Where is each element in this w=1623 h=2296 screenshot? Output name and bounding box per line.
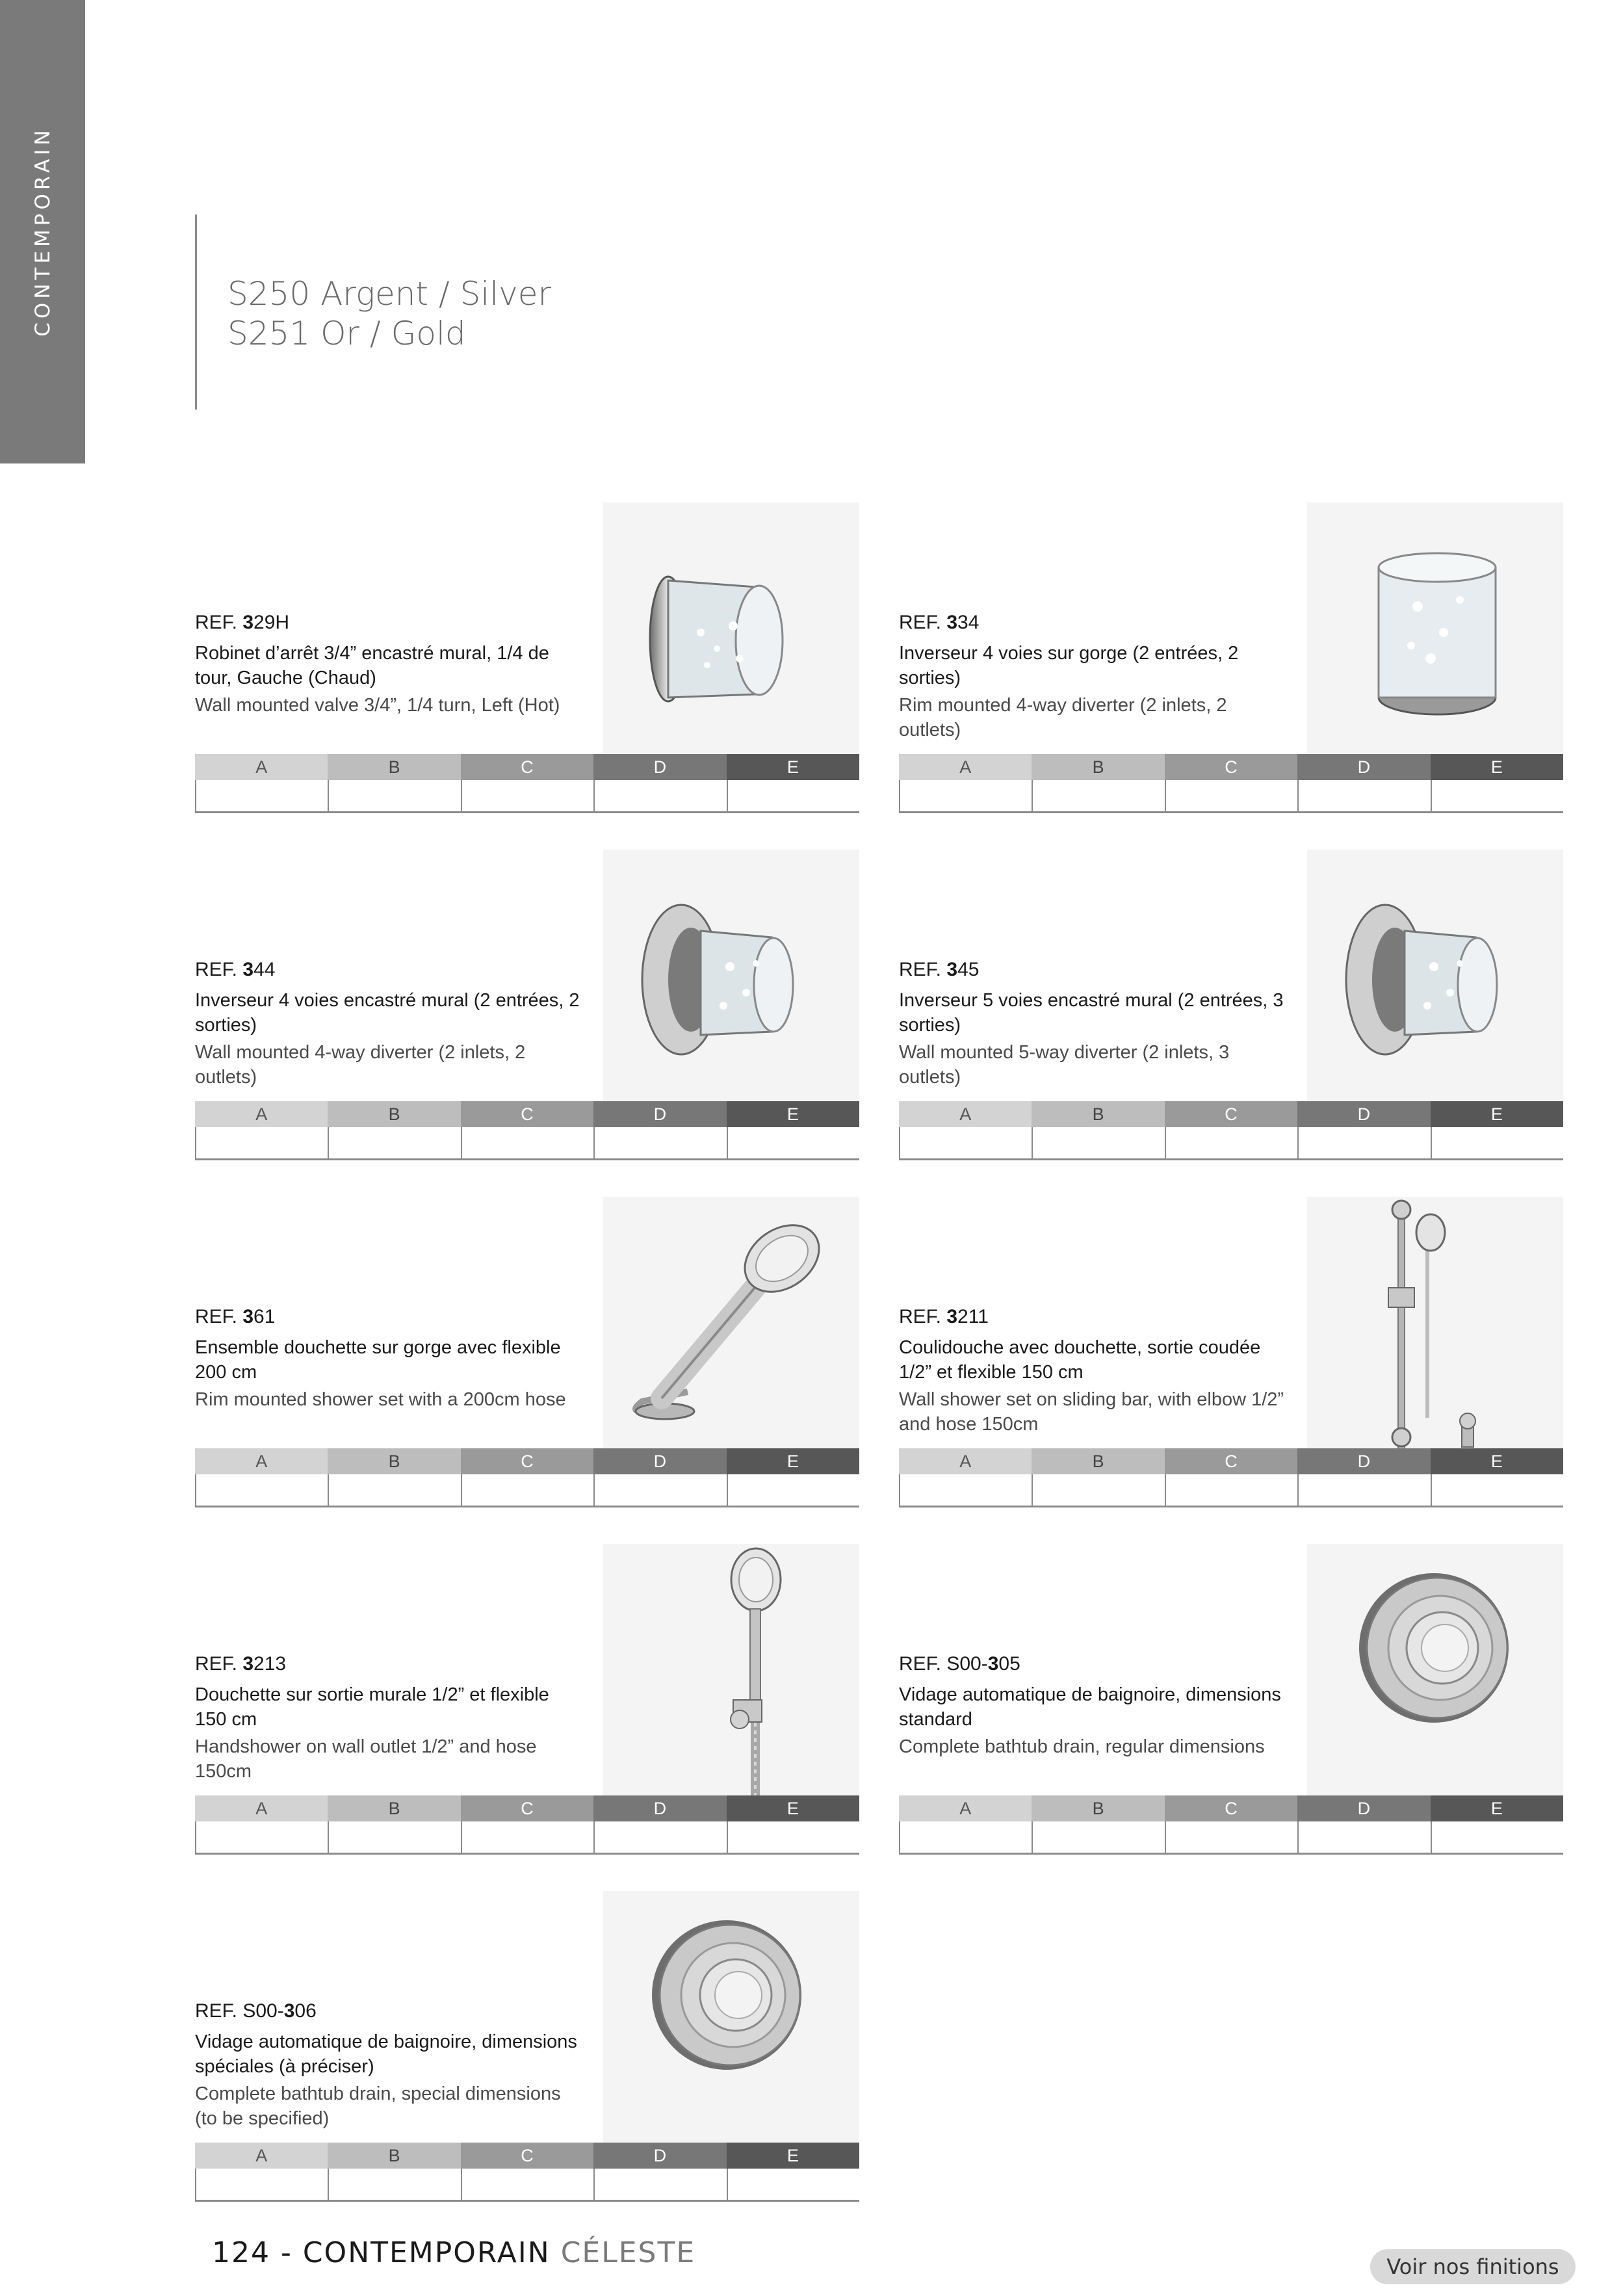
product-card — [195, 1544, 859, 1862]
dim-header-b: B — [1032, 754, 1164, 780]
series-line-2: S251 Or / Gold — [227, 315, 466, 352]
dimension-table — [195, 1448, 859, 1507]
dim-cell — [328, 1821, 460, 1853]
dim-cell — [1032, 780, 1164, 811]
series-line-1: S250 Argent / Silver — [227, 275, 552, 313]
dim-cell — [461, 1821, 593, 1853]
dim-header-e: E — [1431, 1101, 1563, 1127]
dim-cell — [1431, 1474, 1563, 1506]
dim-header-b: B — [1032, 1795, 1164, 1821]
dim-header-e: E — [727, 2143, 859, 2169]
side-tab-label: CONTEMPORAIN — [31, 126, 55, 337]
dim-header-d: D — [1297, 1101, 1430, 1127]
title-divider — [195, 215, 197, 410]
product-card — [899, 1544, 1563, 1862]
dim-header-e: E — [727, 1101, 859, 1127]
dim-cell — [899, 1821, 1032, 1853]
dim-cell — [593, 1474, 726, 1506]
dim-header-a: A — [899, 1795, 1032, 1821]
dim-header-d: D — [593, 2143, 726, 2169]
dimension-table — [899, 1448, 1563, 1507]
dim-header-a: A — [899, 1448, 1032, 1474]
dim-cell — [195, 2169, 328, 2200]
product-ref: REF. 3211 — [899, 1306, 989, 1327]
dim-header-c: C — [1165, 1448, 1297, 1474]
hand-shower-icon — [603, 1197, 859, 1448]
dim-header-c: C — [461, 1101, 593, 1127]
dim-cell — [593, 780, 726, 811]
page-number: 124 - CONTEMPORAIN — [212, 2236, 551, 2269]
product-name-en: Wall mounted 4-way diverter (2 inlets, 2 outlets) — [195, 1042, 526, 1088]
dim-header-a: A — [195, 1101, 328, 1127]
product-ref: REF. 345 — [899, 959, 980, 980]
product-card — [195, 1891, 859, 2210]
rim-diverter-icon — [1307, 502, 1563, 754]
dim-cell — [1032, 1474, 1164, 1506]
product-name-en: Handshower on wall outlet 1/2” and hose 150cm — [195, 1736, 537, 1782]
dim-header-e: E — [1431, 1448, 1563, 1474]
product-ref: REF. 361 — [195, 1306, 276, 1327]
dim-cell — [1297, 1821, 1430, 1853]
dim-cell — [727, 1821, 859, 1853]
dim-cell — [899, 780, 1032, 811]
product-ref: REF. 344 — [195, 959, 276, 980]
dim-cell — [593, 2169, 726, 2200]
dimension-table — [195, 1101, 859, 1160]
wall-diverter-icon — [603, 850, 859, 1101]
dim-cell — [593, 1821, 726, 1853]
dim-header-b: B — [328, 1795, 460, 1821]
dim-header-e: E — [1431, 754, 1563, 780]
product-name-fr: Vidage automatique de baignoire, dimensions standard — [899, 1684, 1281, 1730]
dim-header-d: D — [1297, 754, 1430, 780]
dim-cell — [195, 1821, 328, 1853]
dim-cell — [1032, 1821, 1164, 1853]
dim-header-b: B — [1032, 1101, 1164, 1127]
product-name-fr: Inverseur 5 voies encastré mural (2 entrées, 3 sorties) — [899, 990, 1284, 1036]
page-footer — [212, 2236, 695, 2269]
dim-header-e: E — [727, 1448, 859, 1474]
dimension-table — [195, 1795, 859, 1855]
product-name-fr: Inverseur 4 voies encastré mural (2 entrées, 2 sorties) — [195, 990, 580, 1036]
product-name-en: Rim mounted shower set with a 200cm hose — [195, 1389, 566, 1410]
product-card — [899, 850, 1563, 1168]
product-name-en: Wall shower set on sliding bar, with elbow 1/2” and hose 150cm — [899, 1389, 1284, 1435]
bath-drain-icon — [1307, 1544, 1563, 1795]
dim-cell — [1165, 1821, 1297, 1853]
dim-cell — [727, 2169, 859, 2200]
dim-header-a: A — [195, 2143, 328, 2169]
dim-header-a: A — [899, 1101, 1032, 1127]
dim-header-d: D — [593, 1795, 726, 1821]
dim-header-c: C — [461, 2143, 593, 2169]
product-card — [195, 850, 859, 1168]
product-card — [899, 1197, 1563, 1515]
dim-header-d: D — [593, 1101, 726, 1127]
product-ref: REF. 334 — [899, 612, 980, 633]
see-finishes-button[interactable]: Voir nos finitions — [1370, 2249, 1576, 2284]
dim-header-b: B — [328, 754, 460, 780]
dimension-table — [899, 1101, 1563, 1160]
dim-cell — [1431, 1821, 1563, 1853]
dimension-table — [899, 754, 1563, 813]
product-name-fr: Robinet d’arrêt 3/4” encastré mural, 1/4 de tour, Gauche (Chaud) — [195, 643, 549, 688]
dim-header-a: A — [195, 754, 328, 780]
product-ref: REF. 3213 — [195, 1653, 287, 1675]
dim-cell — [1297, 780, 1430, 811]
dim-cell — [727, 780, 859, 811]
dim-cell — [1431, 1127, 1563, 1158]
product-name-fr: Ensemble douchette sur gorge avec flexible 200 cm — [195, 1337, 561, 1383]
bath-drain-icon — [603, 1891, 859, 2143]
product-name-en: Wall mounted 5-way diverter (2 inlets, 3 outlets) — [899, 1042, 1230, 1088]
product-name-fr: Coulidouche avec douchette, sortie coudée 1/2” et flexible 150 cm — [899, 1337, 1261, 1383]
dim-header-b: B — [328, 1101, 460, 1127]
dim-header-d: D — [593, 1448, 726, 1474]
dim-header-a: A — [195, 1448, 328, 1474]
product-ref: REF. S00-305 — [899, 1653, 1020, 1675]
product-name-en: Wall mounted valve 3/4”, 1/4 turn, Left (Hot) — [195, 695, 560, 716]
dim-cell — [328, 1474, 460, 1506]
dim-cell — [1297, 1127, 1430, 1158]
dim-cell — [727, 1127, 859, 1158]
dim-header-c: C — [1165, 1101, 1297, 1127]
wall-handshower-icon — [603, 1544, 859, 1795]
product-name-fr: Inverseur 4 voies sur gorge (2 entrées, 2 sorties) — [899, 643, 1239, 688]
dim-header-a: A — [195, 1795, 328, 1821]
dimension-table — [195, 754, 859, 813]
dim-cell — [461, 1127, 593, 1158]
wall-diverter-icon — [1307, 850, 1563, 1101]
dim-cell — [461, 1474, 593, 1506]
dimension-table — [899, 1795, 1563, 1855]
side-tab — [0, 0, 85, 463]
series-title — [227, 274, 551, 354]
dim-header-c: C — [1165, 1795, 1297, 1821]
dim-cell — [328, 780, 460, 811]
dim-cell — [195, 780, 328, 811]
dim-cell — [727, 1474, 859, 1506]
dim-header-e: E — [727, 754, 859, 780]
dim-cell — [195, 1127, 328, 1158]
dim-header-b: B — [1032, 1448, 1164, 1474]
product-card — [195, 502, 859, 821]
dim-cell — [328, 1127, 460, 1158]
dim-cell — [1165, 1474, 1297, 1506]
product-name-fr: Vidage automatique de baignoire, dimensions spéciales (à préciser) — [195, 2031, 577, 2077]
product-name-fr: Douchette sur sortie murale 1/2” et flexible 150 cm — [195, 1684, 549, 1730]
product-name-en: Rim mounted 4-way diverter (2 inlets, 2 outlets) — [899, 695, 1227, 740]
product-card — [195, 1197, 859, 1515]
dim-header-a: A — [899, 754, 1032, 780]
dim-header-b: B — [328, 1448, 460, 1474]
dim-header-c: C — [461, 1448, 593, 1474]
dim-header-b: B — [328, 2143, 460, 2169]
dim-cell — [328, 2169, 460, 2200]
dim-cell — [593, 1127, 726, 1158]
dim-header-d: D — [1297, 1795, 1430, 1821]
product-card — [899, 502, 1563, 821]
dim-header-d: D — [593, 754, 726, 780]
dimension-table — [195, 2143, 859, 2202]
dim-cell — [1297, 1474, 1430, 1506]
dim-cell — [899, 1474, 1032, 1506]
sliding-bar-icon — [1307, 1197, 1563, 1448]
dim-cell — [195, 1474, 328, 1506]
dim-header-c: C — [461, 1795, 593, 1821]
dim-header-d: D — [1297, 1448, 1430, 1474]
dim-cell — [461, 2169, 593, 2200]
dim-header-c: C — [1165, 754, 1297, 780]
dim-header-c: C — [461, 754, 593, 780]
product-name-en: Complete bathtub drain, regular dimensions — [899, 1736, 1265, 1757]
product-name-en: Complete bathtub drain, special dimensions (to be specified) — [195, 2083, 561, 2129]
dim-cell — [461, 780, 593, 811]
dim-cell — [1165, 780, 1297, 811]
collection-name: CÉLESTE — [560, 2236, 696, 2269]
dim-header-e: E — [1431, 1795, 1563, 1821]
product-ref: REF. 329H — [195, 612, 290, 633]
dim-header-e: E — [727, 1795, 859, 1821]
product-ref: REF. S00-306 — [195, 2000, 317, 2022]
dim-cell — [1032, 1127, 1164, 1158]
dim-cell — [1165, 1127, 1297, 1158]
dim-cell — [1431, 780, 1563, 811]
dim-cell — [899, 1127, 1032, 1158]
wall-valve-icon — [603, 502, 859, 754]
